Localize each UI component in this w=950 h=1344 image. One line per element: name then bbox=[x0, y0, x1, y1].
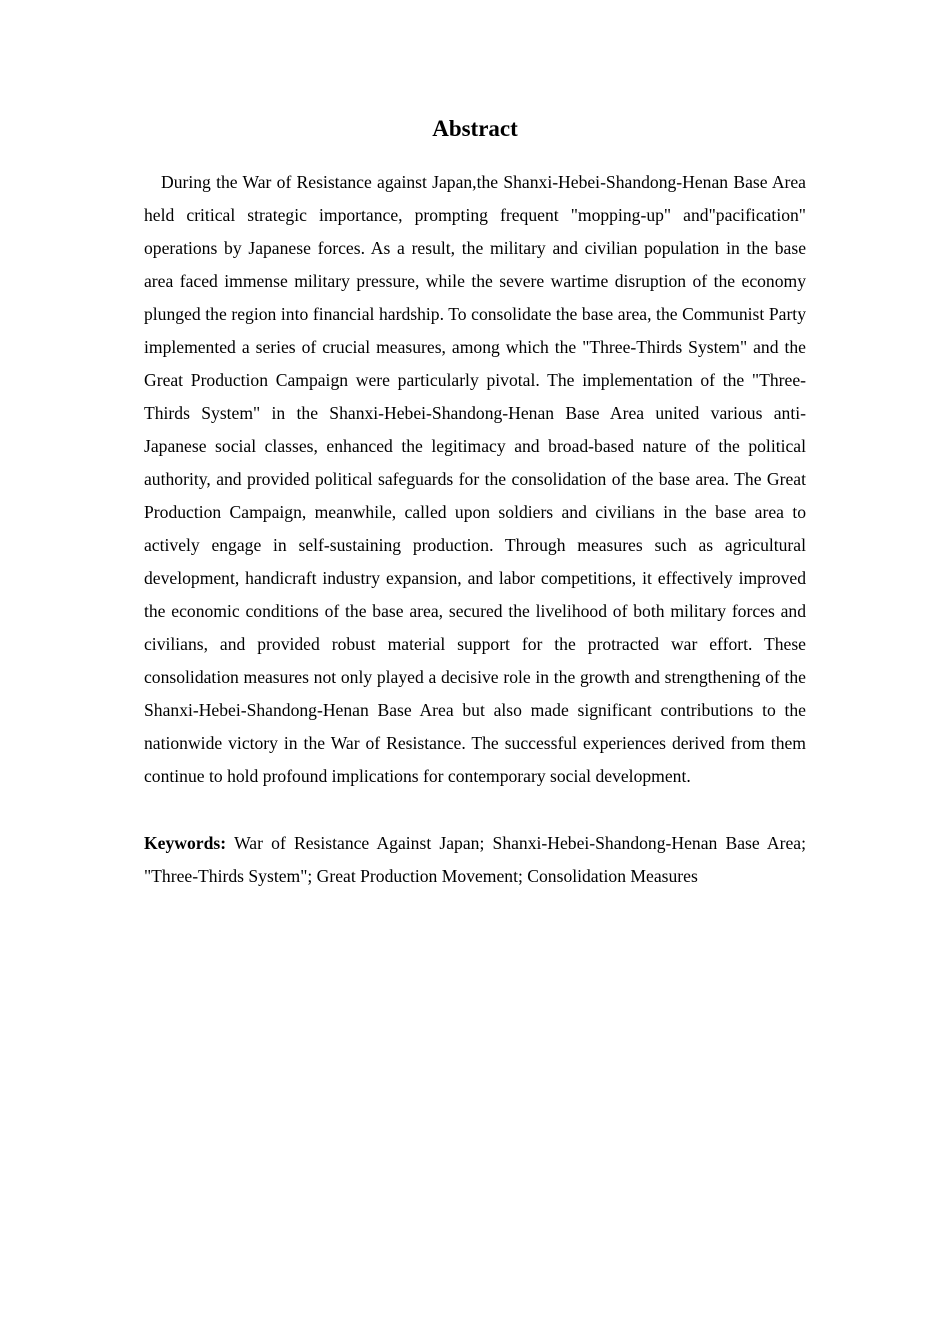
keywords-label: Keywords: bbox=[144, 833, 227, 853]
keywords-list: War of Resistance Against Japan; Shanxi-Hebei-Shandong-Henan Base Area; "Three-Thirds System"; Great Production Movement; Consolidation Measures bbox=[144, 833, 806, 886]
abstract-heading: Abstract bbox=[432, 116, 518, 141]
keywords-paragraph bbox=[144, 827, 806, 893]
abstract-body: During the War of Resistance against Japan,the Shanxi-Hebei-Shandong-Henan Base Area held critical strategic importance, prompting frequent "mopping-up" and"pacification" operations by Japanese forces. As a result, the military and civilian population in the base area faced immense military pressure, while the severe wartime disruption of the economy plunged the region into financial hardship. To consolidate the base area, the Communist Party implemented a series of crucial measures, among which the "Three-Thirds System" and the Great Production Campaign were particularly pivotal. The implementation of the "Three-Thirds System" in the Shanxi-Hebei-Shandong-Henan Base Area united various anti-Japanese social classes, enhanced the legitimacy and broad-based nature of the political authority, and provided political safeguards for the consolidation of the base area. The Great Production Campaign, meanwhile, called upon soldiers and civilians in the base area to actively engage in self-sustaining production. Through measures such as agricultural development, handicraft industry expansion, and labor competitions, it effectively improved the economic conditions of the base area, secured the livelihood of both military forces and civilians, and provided robust material support for the protracted war effort. These consolidation measures not only played a decisive role in the growth and strengthening of the Shanxi-Hebei-Shandong-Henan Base Area but also made significant contributions to the nationwide victory in the War of Resistance. The successful experiences derived from them continue to hold profound implications for contemporary social development. bbox=[144, 172, 806, 786]
